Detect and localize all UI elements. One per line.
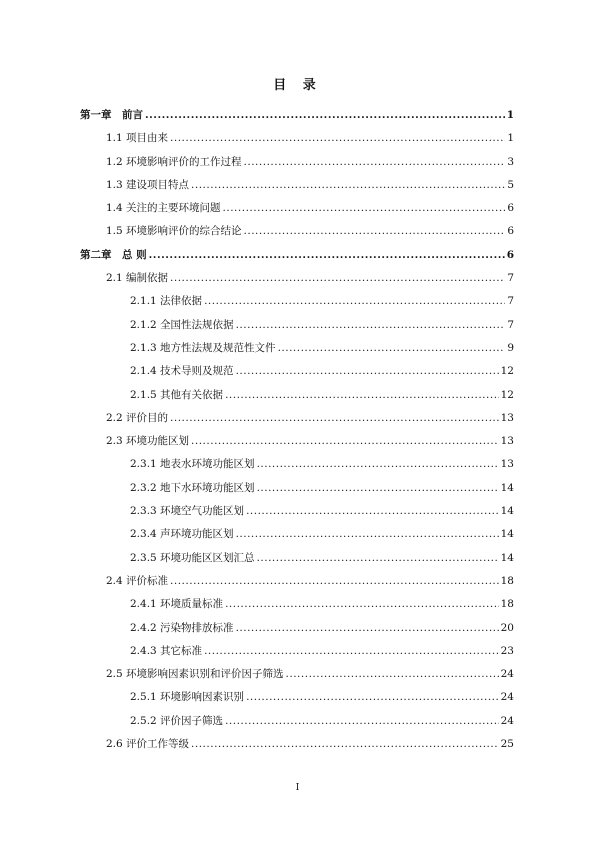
toc-entry-page-number: 13 (500, 435, 514, 448)
toc-entry-page-number: 12 (500, 388, 514, 401)
toc-entry-page-number: 7 (507, 295, 514, 308)
dot-leader (246, 500, 499, 523)
toc-entry[interactable] (80, 290, 514, 313)
toc-entry[interactable] (80, 477, 514, 500)
toc-entry[interactable] (80, 337, 514, 360)
dot-leader (236, 314, 506, 337)
toc-entry-label: 2.5.1 环境影响因素识别 (130, 691, 245, 704)
toc-entry-label: 2.1.2 全国性法规依据 (130, 318, 234, 331)
toc-entry-page-number: 1 (506, 109, 514, 121)
toc-entry-label: 1.4 关注的主要环境问题 (106, 202, 221, 215)
toc-entry-label: 1.1 项目由来 (106, 132, 169, 145)
toc-entry[interactable] (80, 174, 514, 197)
toc-entry[interactable] (80, 453, 514, 476)
toc-entry-label: 2.1.1 法律依据 (130, 295, 203, 308)
toc-entry-page-number: 24 (500, 668, 514, 681)
toc-entry-label: 2.3.2 地下水环境功能区划 (130, 481, 255, 494)
dot-leader (236, 523, 499, 546)
toc-entry-label: 2.6 评价工作等级 (106, 738, 190, 751)
toc-entry-page-number: 7 (507, 318, 514, 331)
toc-entry[interactable] (80, 430, 514, 453)
dot-leader (225, 710, 499, 733)
toc-entry-label: 2.2 评价目的 (106, 411, 169, 424)
toc-entry-page-number: 13 (500, 411, 514, 424)
toc-entry[interactable] (80, 640, 514, 663)
dot-leader (170, 570, 499, 593)
toc-entry-page-number: 14 (500, 505, 514, 518)
toc-entry-page-number: 12 (500, 365, 514, 378)
dot-leader (191, 430, 499, 453)
toc-entry-label: 2.1.5 其他有关依据 (130, 388, 224, 401)
toc-entry-label: 2.4.1 环境质量标准 (130, 598, 224, 611)
dot-leader (170, 267, 505, 290)
toc-entry[interactable] (80, 617, 514, 640)
toc-entry-page-number: 6 (507, 225, 514, 238)
toc-entry-label: 2.1 编制依据 (106, 272, 169, 285)
toc-entry-label: 2.3 环境功能区划 (106, 435, 190, 448)
toc-entry-page-number: 9 (507, 341, 514, 354)
toc-entry-label: 2.1.4 技术导则及规范 (130, 365, 234, 378)
toc-entry-page-number: 24 (500, 714, 514, 727)
toc-entry[interactable] (80, 733, 514, 756)
dot-leader (236, 617, 499, 640)
toc-entry-label: 2.4 评价标准 (106, 574, 169, 587)
dot-leader (246, 686, 499, 709)
toc-entry[interactable] (80, 547, 514, 570)
toc-entry[interactable] (80, 384, 514, 407)
toc-entry[interactable] (80, 197, 514, 220)
toc-entry[interactable] (80, 500, 514, 523)
toc-entry-page-number: 7 (507, 272, 514, 285)
toc-entry-page-number: 14 (500, 551, 514, 564)
toc-entry[interactable] (80, 663, 514, 686)
toc-entry-label: 1.5 环境影响评价的综合结论 (106, 225, 242, 238)
toc-entry-page-number: 25 (500, 738, 514, 751)
dot-leader (257, 547, 499, 570)
toc-entry[interactable] (80, 523, 514, 546)
toc-entry-label: 1.2 环境影响评价的工作过程 (106, 155, 242, 168)
dot-leader (191, 733, 499, 756)
toc-entry[interactable] (80, 314, 514, 337)
dot-leader (191, 174, 505, 197)
toc-entry[interactable] (80, 710, 514, 733)
toc-entry[interactable] (80, 127, 514, 150)
dot-leader (225, 384, 499, 407)
toc-chapter-entry[interactable] (80, 244, 514, 267)
toc-entry[interactable] (80, 407, 514, 430)
dot-leader (286, 663, 499, 686)
table-of-contents (80, 104, 514, 756)
toc-entry-page-number: 20 (500, 621, 514, 634)
toc-entry-label: 第二章 总 则 (80, 248, 147, 261)
toc-entry[interactable] (80, 570, 514, 593)
toc-entry[interactable] (80, 593, 514, 616)
page-number-footer: I (295, 783, 300, 793)
dot-leader (170, 127, 505, 150)
toc-entry-label: 2.3.5 环境功能区区划汇总 (130, 551, 255, 564)
toc-entry-page-number: 24 (500, 691, 514, 704)
toc-entry[interactable] (80, 220, 514, 243)
dot-leader (225, 593, 499, 616)
toc-chapter-entry[interactable] (80, 104, 514, 127)
dot-leader (204, 290, 505, 313)
dot-leader (170, 407, 499, 430)
dot-leader (236, 360, 499, 383)
toc-entry-label: 2.1.3 地方性法规及规范性文件 (130, 341, 276, 354)
toc-entry[interactable] (80, 360, 514, 383)
dot-leader (204, 640, 499, 663)
toc-entry[interactable] (80, 267, 514, 290)
toc-entry-label: 2.3.1 地表水环境功能区划 (130, 458, 255, 471)
toc-entry[interactable] (80, 686, 514, 709)
dot-leader (278, 337, 506, 360)
toc-entry-label: 2.5 环境影响因素识别和评价因子筛选 (106, 668, 284, 681)
dot-leader (257, 453, 499, 476)
toc-entry-label: 2.3.4 声环境功能区划 (130, 528, 234, 541)
dot-leader (145, 104, 505, 127)
toc-entry-page-number: 14 (500, 528, 514, 541)
toc-entry-page-number: 6 (506, 248, 514, 261)
toc-entry[interactable] (80, 151, 514, 174)
toc-entry-label: 第一章 前言 (80, 109, 143, 121)
toc-entry-label: 1.3 建设项目特点 (106, 178, 190, 191)
toc-entry-page-number: 13 (500, 458, 514, 471)
toc-entry-label: 2.3.3 环境空气功能区划 (130, 505, 245, 518)
dot-leader (149, 244, 505, 267)
toc-entry-label: 2.4.3 其它标准 (130, 644, 203, 657)
toc-entry-page-number: 6 (507, 202, 514, 215)
toc-entry-label: 2.5.2 评价因子筛选 (130, 714, 224, 727)
toc-entry-page-number: 14 (500, 481, 514, 494)
toc-entry-page-number: 5 (507, 178, 514, 191)
dot-leader (257, 477, 499, 500)
toc-entry-page-number: 1 (507, 132, 514, 145)
toc-entry-page-number: 18 (500, 598, 514, 611)
toc-entry-label: 2.4.2 污染物排放标准 (130, 621, 234, 634)
toc-entry-page-number: 23 (500, 644, 514, 657)
dot-leader (223, 197, 506, 220)
dot-leader (244, 220, 506, 243)
dot-leader (244, 151, 506, 174)
toc-title: 目 录 (273, 78, 322, 93)
toc-entry-page-number: 18 (500, 574, 514, 587)
toc-entry-page-number: 3 (507, 155, 514, 168)
